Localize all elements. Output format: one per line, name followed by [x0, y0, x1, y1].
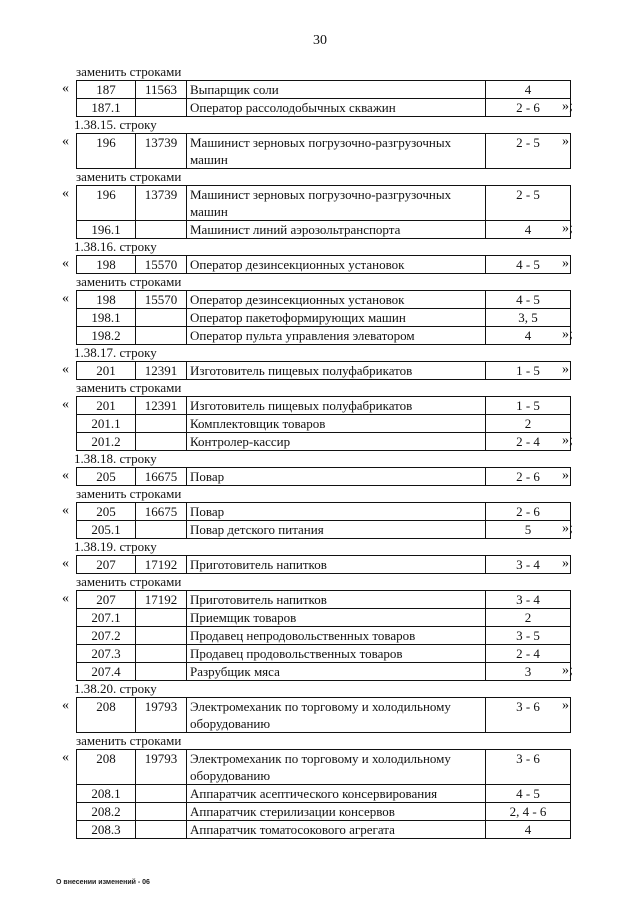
profession-code: 16675	[136, 503, 187, 521]
amendment-block	[0, 486, 640, 539]
profession-name: Контролер-кассир	[187, 433, 486, 451]
row-number: 198	[77, 291, 136, 309]
profession-table	[76, 502, 571, 539]
grade-range: 4	[486, 221, 571, 239]
block-label: заменить строками	[76, 380, 182, 395]
profession-code	[136, 521, 187, 539]
grade-range: 4 - 5	[486, 256, 571, 274]
table-row	[77, 99, 571, 117]
profession-name: Аппаратчик стерилизации консервов	[187, 803, 486, 821]
profession-code: 19793	[136, 698, 187, 733]
table-row	[77, 663, 571, 681]
profession-name: Продавец непродовольственных товаров	[187, 627, 486, 645]
grade-range: 1 - 5	[486, 397, 571, 415]
open-quote: «	[62, 503, 69, 518]
close-quote: »;	[562, 99, 573, 114]
profession-table	[76, 467, 571, 486]
profession-code	[136, 663, 187, 681]
row-number: 196	[77, 186, 136, 221]
row-number: 198	[77, 256, 136, 274]
profession-code: 11563	[136, 81, 187, 99]
table-row	[77, 397, 571, 415]
profession-name: Машинист зерновых погрузочно-разгрузочных машин	[187, 186, 486, 221]
block-label: заменить строками	[76, 486, 182, 501]
profession-name: Изготовитель пищевых полуфабрикатов	[187, 362, 486, 380]
block-label: заменить строками	[76, 64, 182, 79]
grade-range: 4 - 5	[486, 785, 571, 803]
row-number: 187	[77, 81, 136, 99]
profession-code	[136, 821, 187, 839]
table-row	[77, 134, 571, 169]
profession-code	[136, 803, 187, 821]
grade-range: 4	[486, 81, 571, 99]
block-label: заменить строками	[76, 274, 182, 289]
table-row	[77, 591, 571, 609]
table-row	[77, 750, 571, 785]
close-quote: »;	[562, 521, 573, 536]
profession-table	[76, 255, 571, 274]
amendment-block	[0, 169, 640, 239]
close-quote: »;	[562, 433, 573, 448]
row-number: 196	[77, 134, 136, 169]
grade-range: 5	[486, 521, 571, 539]
profession-code	[136, 433, 187, 451]
grade-range: 2	[486, 415, 571, 433]
amendment-block	[0, 451, 640, 486]
document-body	[0, 64, 640, 839]
grade-range: 2, 4 - 6	[486, 803, 571, 821]
table-row	[77, 362, 571, 380]
grade-range: 2 - 6	[486, 468, 571, 486]
open-quote: «	[62, 397, 69, 412]
row-number: 198.1	[77, 309, 136, 327]
row-number: 207.3	[77, 645, 136, 663]
open-quote: «	[62, 81, 69, 96]
grade-range: 4 - 5	[486, 291, 571, 309]
close-quote: »;	[562, 221, 573, 236]
grade-range: 3 - 6	[486, 698, 571, 733]
open-quote: «	[62, 134, 69, 149]
open-quote: «	[62, 186, 69, 201]
grade-range: 4	[486, 327, 571, 345]
table-row	[77, 609, 571, 627]
profession-name: Машинист зерновых погрузочно-разгрузочных машин	[187, 134, 486, 169]
profession-name: Электромеханик по торговому и холодильному оборудованию	[187, 698, 486, 733]
row-number: 207.4	[77, 663, 136, 681]
profession-table	[76, 396, 571, 451]
block-label: 1.38.16. строку	[74, 239, 157, 254]
block-label: 1.38.19. строку	[74, 539, 157, 554]
row-number: 205	[77, 503, 136, 521]
table-row	[77, 785, 571, 803]
profession-table	[76, 80, 571, 117]
grade-range: 2	[486, 609, 571, 627]
profession-name: Оператор дезинсекционных установок	[187, 256, 486, 274]
grade-range: 3 - 4	[486, 556, 571, 574]
close-quote: »	[562, 362, 569, 377]
grade-range: 3 - 6	[486, 750, 571, 785]
profession-name: Оператор пакетоформирующих машин	[187, 309, 486, 327]
profession-code: 13739	[136, 134, 187, 169]
table-row	[77, 468, 571, 486]
profession-name: Выпарщик соли	[187, 81, 486, 99]
table-row	[77, 433, 571, 451]
row-number: 187.1	[77, 99, 136, 117]
profession-code	[136, 415, 187, 433]
profession-name: Комплектовщик товаров	[187, 415, 486, 433]
row-number: 205	[77, 468, 136, 486]
close-quote: »;	[562, 663, 573, 678]
close-quote: »	[562, 698, 569, 713]
block-label: 1.38.18. строку	[74, 451, 157, 466]
profession-code	[136, 221, 187, 239]
profession-code	[136, 99, 187, 117]
block-label: заменить строками	[76, 574, 182, 589]
row-number: 208	[77, 750, 136, 785]
block-label: 1.38.15. строку	[74, 117, 157, 132]
amendment-block	[0, 117, 640, 169]
table-row	[77, 521, 571, 539]
profession-code	[136, 645, 187, 663]
grade-range: 2 - 4	[486, 433, 571, 451]
table-row	[77, 327, 571, 345]
profession-code	[136, 609, 187, 627]
grade-range: 4	[486, 821, 571, 839]
amendment-block	[0, 681, 640, 733]
grade-range: 2 - 5	[486, 186, 571, 221]
open-quote: «	[62, 256, 69, 271]
row-number: 208.1	[77, 785, 136, 803]
row-number: 207.2	[77, 627, 136, 645]
page-number: 30	[313, 33, 327, 48]
table-row	[77, 81, 571, 99]
profession-table	[76, 697, 571, 733]
amendment-block	[0, 274, 640, 345]
profession-code: 17192	[136, 556, 187, 574]
table-row	[77, 291, 571, 309]
row-number: 208.3	[77, 821, 136, 839]
row-number: 201.2	[77, 433, 136, 451]
profession-table	[76, 133, 571, 169]
profession-code: 12391	[136, 397, 187, 415]
profession-table	[76, 361, 571, 380]
profession-code: 16675	[136, 468, 187, 486]
amendment-block	[0, 239, 640, 274]
profession-name: Приготовитель напитков	[187, 591, 486, 609]
table-row	[77, 256, 571, 274]
row-number: 207	[77, 556, 136, 574]
table-row	[77, 309, 571, 327]
close-quote: »	[562, 556, 569, 571]
table-row	[77, 503, 571, 521]
close-quote: »	[562, 468, 569, 483]
profession-code	[136, 785, 187, 803]
row-number: 207	[77, 591, 136, 609]
footer-text: О внесении изменений - 06	[56, 879, 150, 886]
row-number: 201.1	[77, 415, 136, 433]
row-number: 201	[77, 362, 136, 380]
grade-range: 3 - 4	[486, 591, 571, 609]
close-quote: »	[562, 134, 569, 149]
open-quote: «	[62, 291, 69, 306]
profession-code	[136, 327, 187, 345]
table-row	[77, 627, 571, 645]
profession-name: Электромеханик по торговому и холодильному оборудованию	[187, 750, 486, 785]
table-row	[77, 556, 571, 574]
row-number: 201	[77, 397, 136, 415]
row-number: 208	[77, 698, 136, 733]
profession-name: Повар	[187, 503, 486, 521]
amendment-block	[0, 574, 640, 681]
profession-table	[76, 290, 571, 345]
table-row	[77, 186, 571, 221]
open-quote: «	[62, 750, 69, 765]
open-quote: «	[62, 698, 69, 713]
profession-name: Повар детского питания	[187, 521, 486, 539]
profession-name: Аппаратчик асептического консервирования	[187, 785, 486, 803]
grade-range: 2 - 6	[486, 503, 571, 521]
profession-code: 15570	[136, 256, 187, 274]
profession-name: Приемщик товаров	[187, 609, 486, 627]
grade-range: 3	[486, 663, 571, 681]
row-number: 196.1	[77, 221, 136, 239]
profession-code: 12391	[136, 362, 187, 380]
row-number: 207.1	[77, 609, 136, 627]
profession-code	[136, 309, 187, 327]
profession-code	[136, 627, 187, 645]
grade-range: 2 - 6	[486, 99, 571, 117]
block-label: 1.38.20. строку	[74, 681, 157, 696]
profession-name: Продавец продовольственных товаров	[187, 645, 486, 663]
amendment-block	[0, 64, 640, 117]
profession-name: Приготовитель напитков	[187, 556, 486, 574]
close-quote: »;	[562, 327, 573, 342]
profession-name: Оператор дезинсекционных установок	[187, 291, 486, 309]
open-quote: «	[62, 556, 69, 571]
grade-range: 2 - 4	[486, 645, 571, 663]
table-row	[77, 698, 571, 733]
block-label: заменить строками	[76, 169, 182, 184]
profession-table	[76, 185, 571, 239]
block-label: 1.38.17. строку	[74, 345, 157, 360]
profession-code: 17192	[136, 591, 187, 609]
profession-table	[76, 555, 571, 574]
close-quote: »	[562, 256, 569, 271]
table-row	[77, 645, 571, 663]
amendment-block	[0, 733, 640, 839]
grade-range: 1 - 5	[486, 362, 571, 380]
grade-range: 2 - 5	[486, 134, 571, 169]
profession-code: 15570	[136, 291, 187, 309]
row-number: 198.2	[77, 327, 136, 345]
table-row	[77, 221, 571, 239]
open-quote: «	[62, 468, 69, 483]
profession-name: Оператор рассолодобычных скважин	[187, 99, 486, 117]
profession-table	[76, 590, 571, 681]
row-number: 208.2	[77, 803, 136, 821]
profession-code: 13739	[136, 186, 187, 221]
amendment-block	[0, 539, 640, 574]
profession-name: Разрубщик мяса	[187, 663, 486, 681]
profession-code: 19793	[136, 750, 187, 785]
row-number: 205.1	[77, 521, 136, 539]
profession-name: Машинист линий аэрозольтранспорта	[187, 221, 486, 239]
open-quote: «	[62, 362, 69, 377]
table-row	[77, 415, 571, 433]
block-label: заменить строками	[76, 733, 182, 748]
profession-name: Оператор пульта управления элеватором	[187, 327, 486, 345]
table-row	[77, 803, 571, 821]
grade-range: 3 - 5	[486, 627, 571, 645]
profession-name: Изготовитель пищевых полуфабрикатов	[187, 397, 486, 415]
grade-range: 3, 5	[486, 309, 571, 327]
amendment-block	[0, 345, 640, 380]
table-row	[77, 821, 571, 839]
amendment-block	[0, 380, 640, 451]
profession-name: Аппаратчик томатосокового агрегата	[187, 821, 486, 839]
open-quote: «	[62, 591, 69, 606]
profession-name: Повар	[187, 468, 486, 486]
profession-table	[76, 749, 571, 839]
